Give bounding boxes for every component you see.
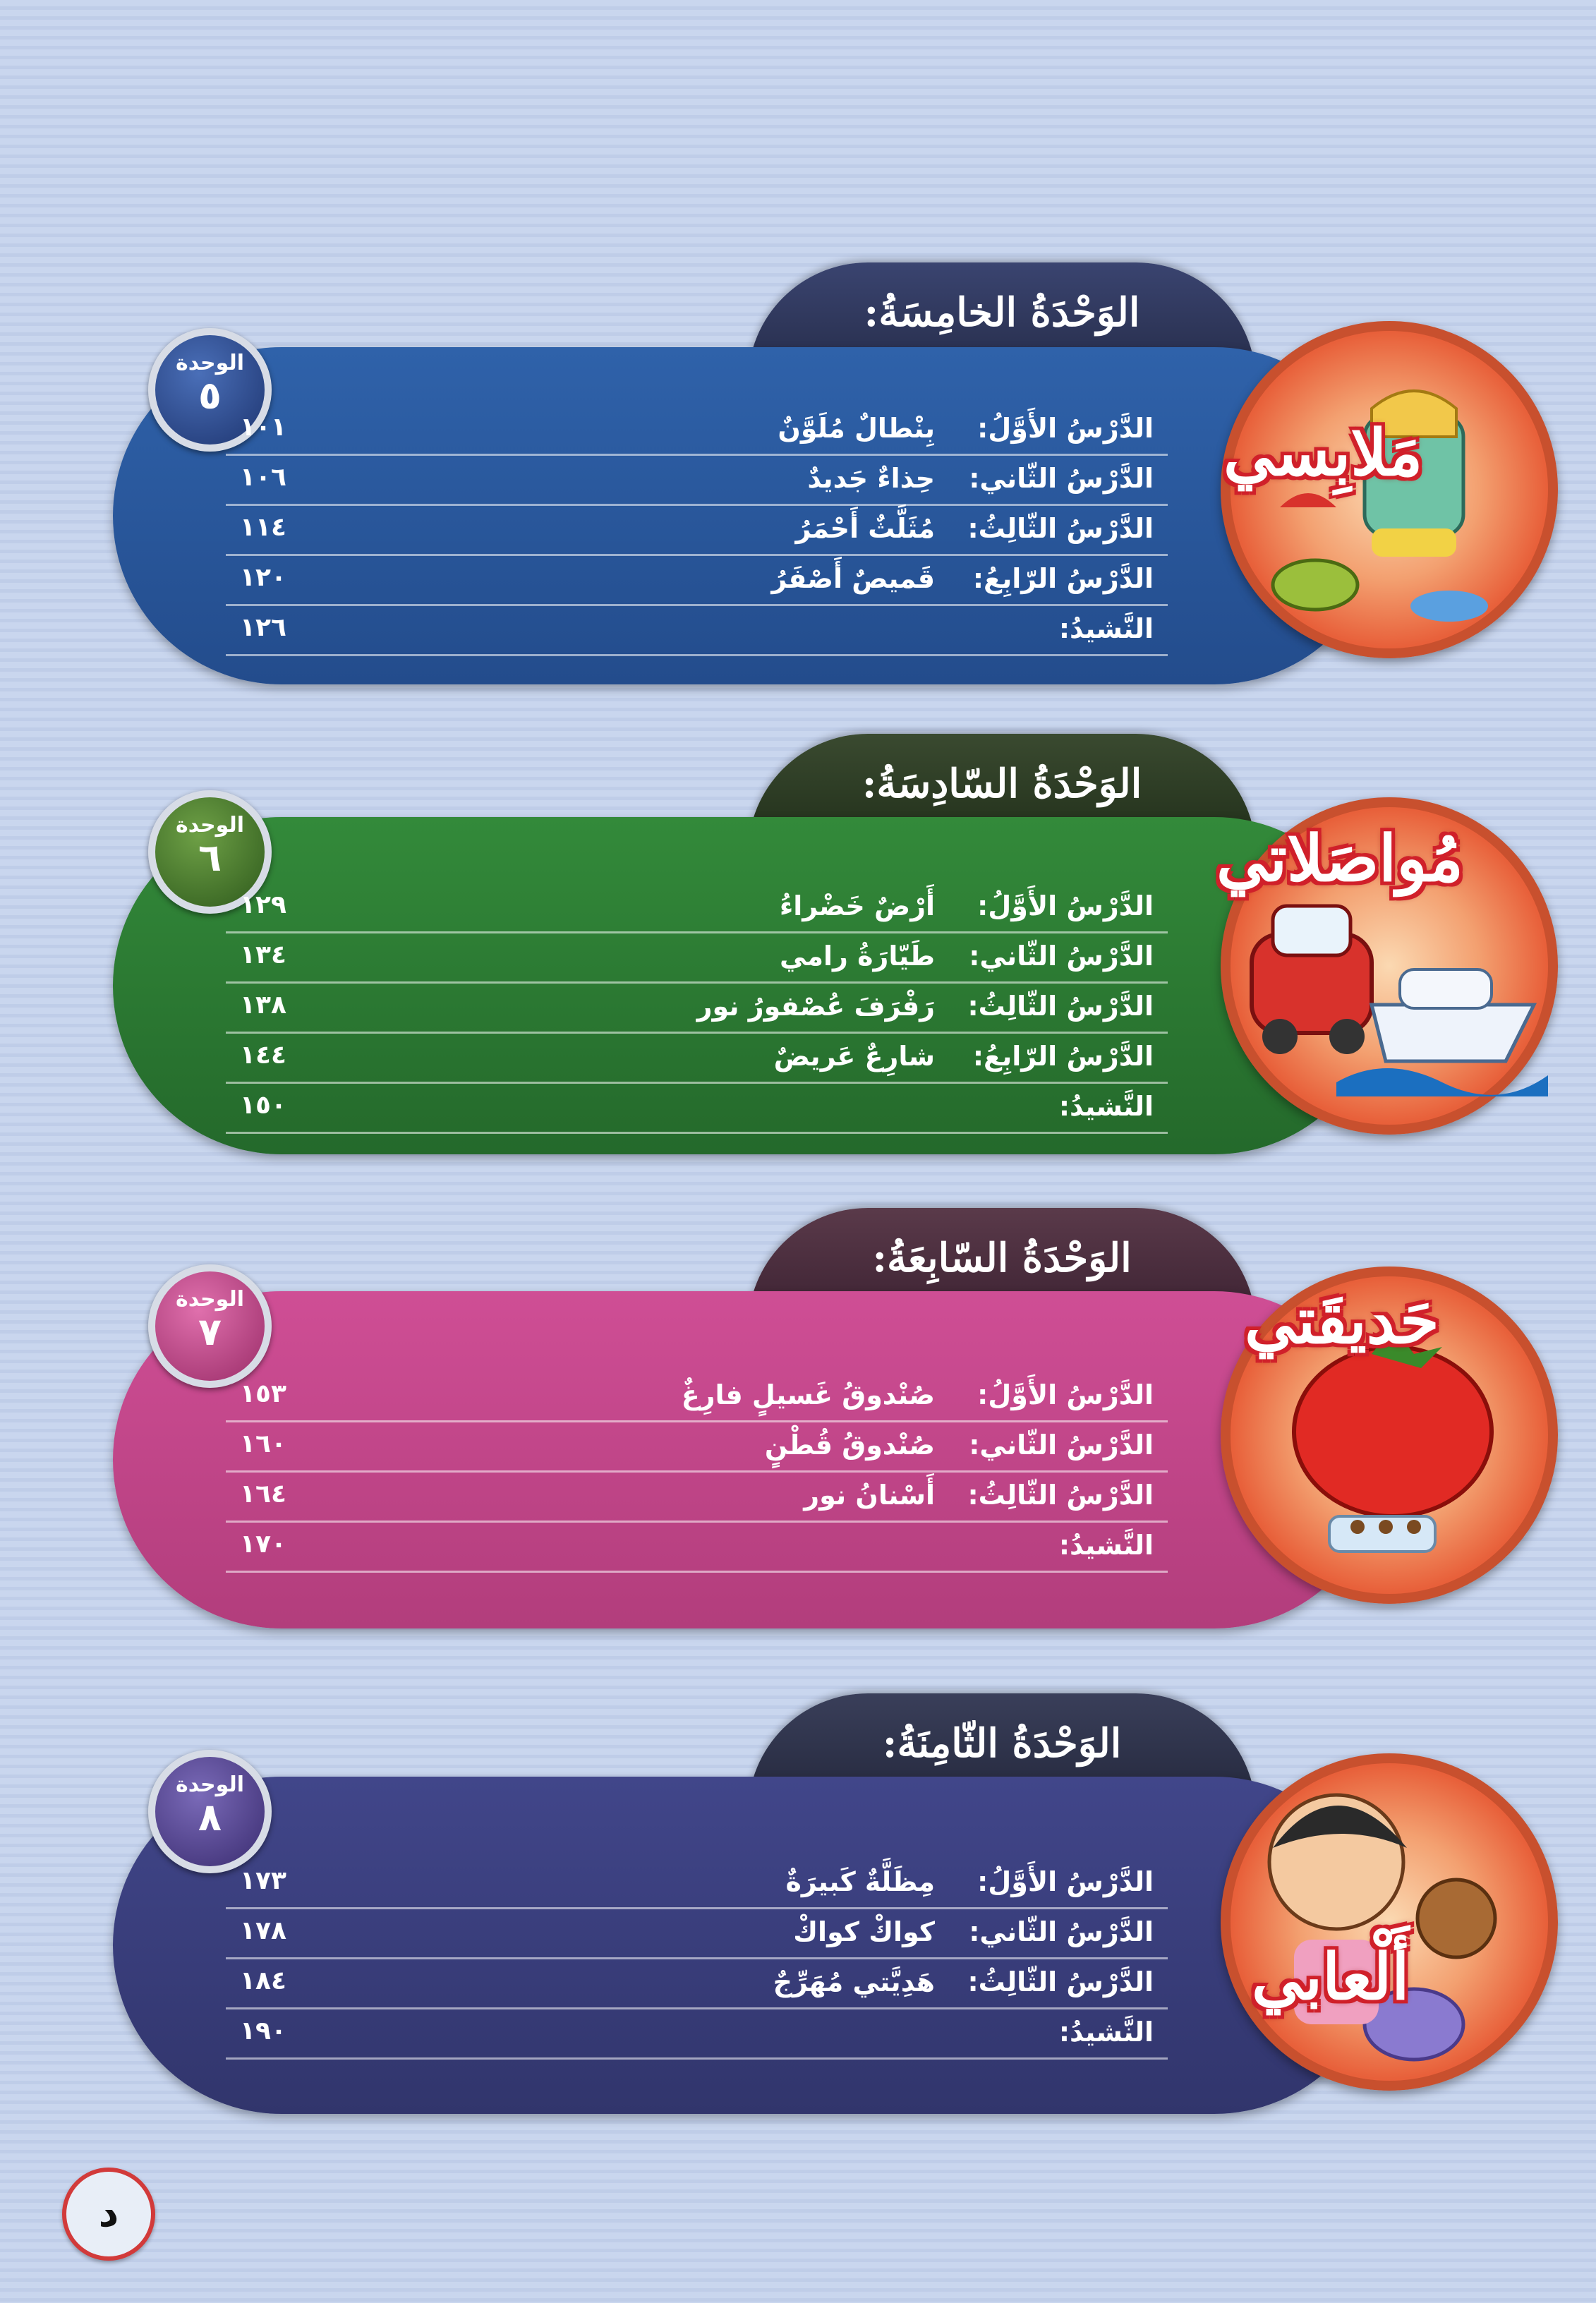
page-number: ١٣٤ [240, 941, 286, 969]
page-number: ١٠٦ [240, 463, 286, 492]
page-number: ١١٤ [240, 513, 286, 542]
lesson-title: كواكْ كواكْ [793, 1916, 935, 1947]
badge-number: ٨ [198, 1795, 222, 1839]
page-number: ١٢٦ [240, 613, 286, 642]
page-number: ١٨٤ [240, 1966, 286, 1995]
lesson-label: الدَّرْسُ الأَوَّلُ: [977, 890, 1154, 921]
lesson-row[interactable] [226, 933, 1168, 984]
lesson-title: أَسْنانُ نور [804, 1480, 935, 1511]
lesson-label: النَّشيدُ: [1058, 2017, 1154, 2048]
medal-title: مُواصَلاتي [1216, 821, 1463, 896]
lesson-row[interactable] [226, 2009, 1168, 2060]
lesson-label: الدَّرْسُ الأَوَّلُ: [977, 1866, 1154, 1897]
lesson-label: النَّشيدُ: [1058, 1091, 1154, 1122]
page-number: ١٢٩ [240, 890, 286, 919]
lesson-list [226, 883, 1168, 1134]
page-number: ١٠١ [240, 413, 286, 442]
lesson-label: الدَّرْسُ الثّاني: [969, 941, 1154, 972]
page-number: ١٢٠ [240, 563, 286, 592]
lesson-row[interactable] [226, 556, 1168, 606]
lesson-row[interactable] [226, 456, 1168, 506]
lesson-row[interactable] [226, 606, 1168, 656]
lesson-row[interactable] [226, 1909, 1168, 1959]
lesson-title: مُثَلَّثٌ أَحْمَرُ [795, 513, 935, 544]
lesson-row[interactable] [226, 1034, 1168, 1084]
lesson-title: صُنْدوقُ غَسيلٍ فارِغٌ [681, 1379, 935, 1410]
lesson-label: الدَّرْسُ الأَوَّلُ: [977, 413, 1154, 444]
page-number: ١٥٠ [240, 1091, 286, 1120]
badge-number: ٥ [198, 373, 222, 418]
medal-title: أَلْعابي [1252, 1940, 1410, 2014]
clothes-illustration [1221, 321, 1558, 658]
lesson-label: الدَّرْسُ الرّابِعُ: [972, 1041, 1154, 1072]
garden-illustration [1221, 1267, 1558, 1604]
lesson-list [226, 1372, 1168, 1573]
badge-label: الوحدة [175, 1772, 245, 1797]
lesson-title: بِنْطالٌ مُلَوَّنٌ [778, 413, 935, 444]
lesson-row[interactable] [226, 984, 1168, 1034]
page-letter: د [62, 2168, 155, 2261]
lesson-row[interactable] [226, 1473, 1168, 1523]
badge-number: ٧ [198, 1310, 222, 1354]
page-number: ١٣٨ [240, 991, 286, 1020]
lesson-row[interactable] [226, 883, 1168, 933]
unit-title: الوَحْدَةُ السّادِسَةُ: [862, 761, 1142, 807]
lesson-label: الدَّرْسُ الثّاني: [969, 1916, 1154, 1947]
unit-badge [148, 1750, 272, 1873]
lesson-label: النَّشيدُ: [1058, 1530, 1154, 1561]
lesson-title: هَدِيَّتي مُهَرِّجٌ [773, 1966, 935, 1997]
unit-title: الوَحْدَةُ الخامِسَةُ: [864, 289, 1140, 336]
page-number: ١٧٨ [240, 1916, 286, 1945]
lesson-title: مِظَلَّةٌ كَبيرَةٌ [785, 1866, 935, 1897]
page-number: ١٦٠ [240, 1429, 286, 1458]
page-number: ١٥٣ [240, 1379, 286, 1408]
toys-illustration [1221, 1753, 1558, 2091]
page-number: ١٧٠ [240, 1530, 286, 1559]
page-number: ١٦٤ [240, 1480, 286, 1509]
lesson-title: أَرْضٌ خَضْراءُ [779, 890, 935, 921]
lesson-label: النَّشيدُ: [1058, 613, 1154, 644]
unit-badge [148, 1264, 272, 1388]
lesson-title: صُنْدوقُ قُطْنٍ [764, 1429, 935, 1461]
page-number: ١٤٤ [240, 1041, 286, 1070]
medal-title: حَديقَتي [1245, 1283, 1439, 1358]
page-number: ١٧٣ [240, 1866, 286, 1895]
lesson-row[interactable] [226, 1859, 1168, 1909]
page-number: ١٩٠ [240, 2017, 286, 2045]
badge-label: الوحدة [175, 351, 245, 375]
toys-icon [1231, 1763, 1548, 2081]
lesson-label: الدَّرْسُ الثّالِثُ: [967, 513, 1154, 544]
lesson-row[interactable] [226, 1959, 1168, 2009]
lesson-row[interactable] [226, 1084, 1168, 1134]
lesson-label: الدَّرْسُ الرّابِعُ: [972, 563, 1154, 594]
medal-title: مَلابِسي [1223, 416, 1423, 490]
lesson-label: الدَّرْسُ الثّاني: [969, 463, 1154, 494]
lesson-label: الدَّرْسُ الثّالِثُ: [967, 1966, 1154, 1997]
lesson-title: طَيّارَةُ رامي [780, 941, 935, 972]
unit-title: الوَحْدَةُ السّابِعَةُ: [872, 1235, 1132, 1281]
lesson-row[interactable] [226, 1372, 1168, 1422]
lesson-label: الدَّرْسُ الأَوَّلُ: [977, 1379, 1154, 1410]
lesson-title: قَميصٌ أَصْفَرُ [771, 563, 935, 594]
lesson-title: رَفْرَفَ عُصْفورُ نور [696, 991, 935, 1022]
lesson-row[interactable] [226, 1523, 1168, 1573]
lesson-row[interactable] [226, 506, 1168, 556]
lesson-row[interactable] [226, 1422, 1168, 1473]
lesson-list [226, 406, 1168, 656]
lesson-label: الدَّرْسُ الثّالِثُ: [967, 991, 1154, 1022]
lesson-label: الدَّرْسُ الثّاني: [969, 1429, 1154, 1461]
lesson-row[interactable] [226, 406, 1168, 456]
badge-label: الوحدة [175, 813, 245, 838]
badge-label: الوحدة [175, 1287, 245, 1312]
lesson-label: الدَّرْسُ الثّالِثُ: [967, 1480, 1154, 1511]
badge-number: ٦ [198, 835, 222, 880]
unit-title: الوَحْدَةُ الثّامِنَةُ: [882, 1720, 1122, 1767]
lesson-title: شارِعٌ عَريضٌ [773, 1041, 935, 1072]
lesson-list [226, 1859, 1168, 2060]
lesson-title: حِذاءٌ جَديدٌ [807, 463, 935, 494]
transport-illustration [1216, 797, 1558, 1135]
